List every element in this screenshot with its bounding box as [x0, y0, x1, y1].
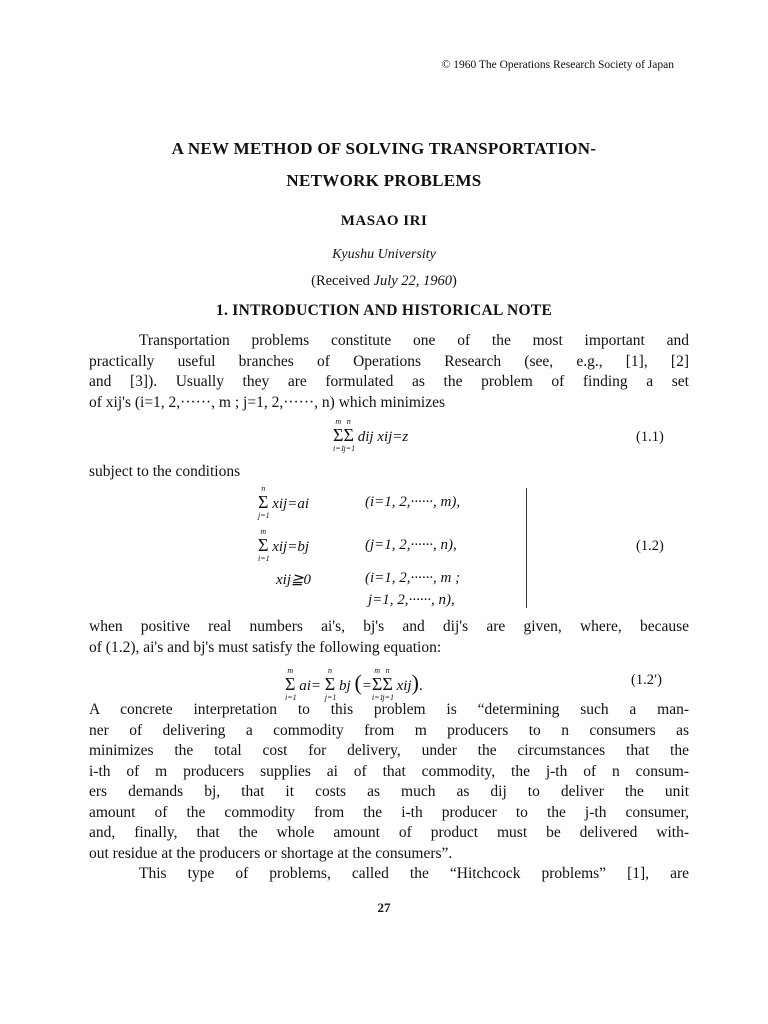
received-date: July 22, 1960 [373, 273, 453, 289]
paragraph-interpretation [89, 700, 689, 885]
equation-number: (1.2′) [631, 672, 662, 688]
sum-symbol: Σ n j=1 [258, 484, 270, 520]
text-line: i-th of m producers supplies ai of that commodity, the j-th of n consum- [89, 762, 689, 780]
equation-number: (1.1) [636, 429, 664, 445]
equation-number: (1.2) [636, 538, 664, 554]
received-suffix: ) [452, 273, 457, 289]
constraint-lhs: xij=bj [272, 539, 310, 555]
text-line: practically useful branches of Operations Research (see, e.g., [1], [2] [89, 352, 689, 370]
equation-part-a: ai= [299, 678, 322, 694]
text-line: Transportation problems constitute one of the most important and [139, 332, 689, 349]
paragraph-intro [89, 331, 689, 413]
constraint-row-2 [258, 527, 310, 563]
text-line: of (1.2), ai's and bj's must satisfy the following equation: [89, 638, 442, 656]
equation-1-2-prime: Σ m i=1 ai= Σ n j=1 bj (=Σ m i=1 Σ n j=1 xij). [285, 666, 423, 702]
text-line: and [3]). Usually they are formulated as the problem of finding a set [89, 373, 689, 390]
text-line: and, finally, that the whole amount of product must be delivered with- [89, 824, 689, 841]
text-line: out residue at the producers or shortage at the consumers”. [89, 844, 453, 862]
section-heading: 1. INTRODUCTION AND HISTORICAL NOTE [215, 302, 553, 319]
equation-1-1 [333, 417, 409, 453]
copyright-notice: © 1960 The Operations Research Society of Japan [441, 59, 674, 71]
text-line: when positive real numbers ai's, bj's and dij's are given, where, because [89, 618, 689, 635]
equation-body: dij xij=z [357, 429, 409, 445]
text-line: ner of delivering a commodity from m producers to n consumers as [89, 721, 689, 739]
text-line: ers demands bj, that it costs as much as dij to deliver the unit [89, 783, 689, 800]
sum-symbol: Σ m i=1 [371, 666, 384, 702]
paragraph-subject [89, 462, 689, 483]
constraint-rhs: j=1, 2,······, n), [368, 592, 455, 608]
received-prefix: (Received [311, 273, 374, 289]
sum-symbol: Σ m i=1 [285, 666, 297, 702]
text-line: subject to the conditions [89, 463, 241, 480]
author-affiliation: Kyushu University [332, 247, 436, 262]
sum-symbol: Σ n j=1 [382, 666, 394, 702]
equation-part-b: bj [339, 678, 351, 694]
constraint-rhs: (j=1, 2,······, n), [365, 537, 457, 553]
constraint-row-1 [258, 484, 310, 520]
sum-symbol: Σ n j=1 [324, 666, 337, 702]
received-date-line [0, 273, 768, 290]
text-line: minimizes the total cost for delivery, under the circumstances that the [89, 742, 689, 759]
sum-symbol: Σ m i=1 [333, 417, 345, 453]
text-line: amount of the commodity from the i-th producer to the j-th consumer, [89, 803, 689, 821]
text-line: of xij's (i=1, 2,······, m ; j=1, 2,······, n) which minimizes [89, 393, 446, 411]
constraint-rhs: (i=1, 2,······, m ; [365, 570, 461, 586]
paper-title-line-1: A NEW METHOD OF SOLVING TRANSPORTATION- [171, 139, 597, 158]
constraint-rhs: (i=1, 2,······, m), [365, 494, 461, 510]
constraint-brace [520, 488, 527, 608]
paragraph-conditions [89, 617, 689, 658]
sum-symbol: Σ m i=1 [258, 527, 270, 563]
sum-symbol: Σ n j=1 [343, 417, 356, 453]
constraint-lhs: xij≧0 [276, 572, 312, 588]
text-line: A concrete interpretation to this problem is “determining such a man- [89, 701, 689, 718]
author-name: MASAO IRI [340, 213, 428, 229]
constraint-lhs: xij=ai [272, 496, 310, 512]
page-number: 27 [377, 900, 391, 915]
text-line: This type of problems, called the “Hitchcock problems” [1], are [139, 865, 689, 882]
paper-title-line-2: NETWORK PROBLEMS [286, 171, 482, 190]
equation-part-c: xij [396, 678, 412, 694]
